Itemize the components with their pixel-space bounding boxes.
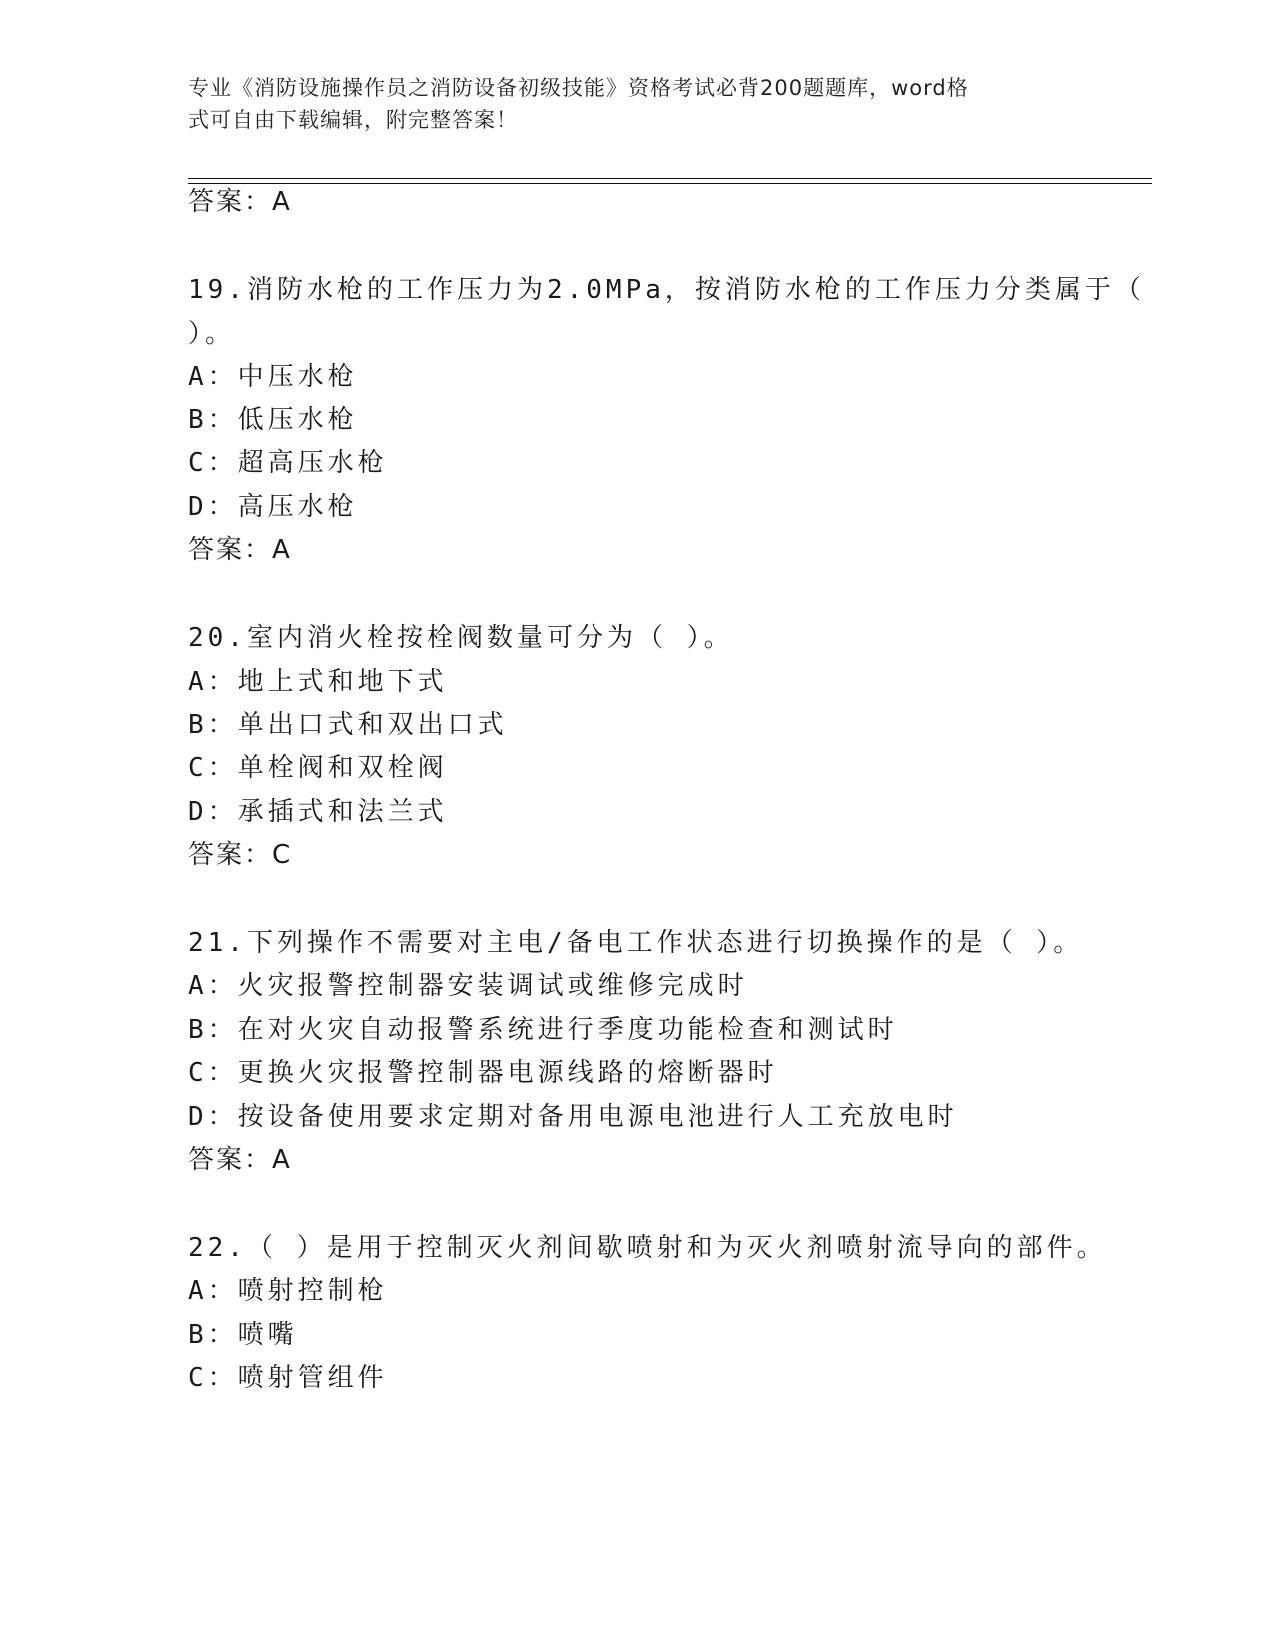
question-22-stem: 22.（ ）是用于控制灭火剂间歇喷射和为灭火剂喷射流导向的部件。: [188, 1233, 1107, 1263]
question-19-stem-line-2: ）。: [188, 319, 236, 349]
question-19-stem-line-1: 19.消防水枪的工作压力为2.0MPa，按消防水枪的工作压力分类属于（: [188, 275, 1145, 305]
question-22-option-b: B：喷嘴: [188, 1320, 298, 1350]
question-22-option-c: C：喷射管组件: [188, 1363, 388, 1393]
question-22-option-a: A：喷射控制枪: [188, 1276, 388, 1306]
question-20-stem: 20.室内消火栓按栓阀数量可分为（ ）。: [188, 623, 734, 653]
question-20-answer: 答案：C: [188, 840, 293, 870]
question-19-option-d: D：高压水枪: [188, 492, 358, 522]
question-21-answer: 答案：A: [188, 1145, 292, 1175]
question-20-option-b: B：单出口式和双出口式: [188, 710, 508, 740]
document-header: [188, 72, 1068, 136]
question-19-option-c: C：超高压水枪: [188, 448, 388, 478]
header-line-1: 专业《消防设施操作员之消防设备初级技能》资格考试必背200题题库，word格: [188, 76, 969, 100]
question-21-option-c: C：更换火灾报警控制器电源线路的熔断器时: [188, 1058, 778, 1088]
question-21-option-b: B：在对火灾自动报警系统进行季度功能检查和测试时: [188, 1015, 898, 1045]
question-20-option-d: D：承插式和法兰式: [188, 797, 448, 827]
previous-answer: 答案：A: [188, 187, 292, 217]
question-19-option-a: A：中压水枪: [188, 362, 358, 392]
question-21-option-a: A：火灾报警控制器安装调试或维修完成时: [188, 971, 748, 1001]
question-20-option-a: A：地上式和地下式: [188, 667, 448, 697]
question-19-option-b: B：低压水枪: [188, 405, 358, 435]
header-divider-top: [188, 178, 1152, 179]
question-21-stem: 21.下列操作不需要对主电/备电工作状态进行切换操作的是（ ）。: [188, 928, 1084, 958]
header-divider-bottom: [188, 183, 1152, 184]
question-21-option-d: D：按设备使用要求定期对备用电源电池进行人工充放电时: [188, 1102, 958, 1132]
header-line-2: 式可自由下载编辑，附完整答案！: [188, 108, 518, 132]
question-20-option-c: C：单栓阀和双栓阀: [188, 753, 448, 783]
question-19-answer: 答案：A: [188, 535, 292, 565]
